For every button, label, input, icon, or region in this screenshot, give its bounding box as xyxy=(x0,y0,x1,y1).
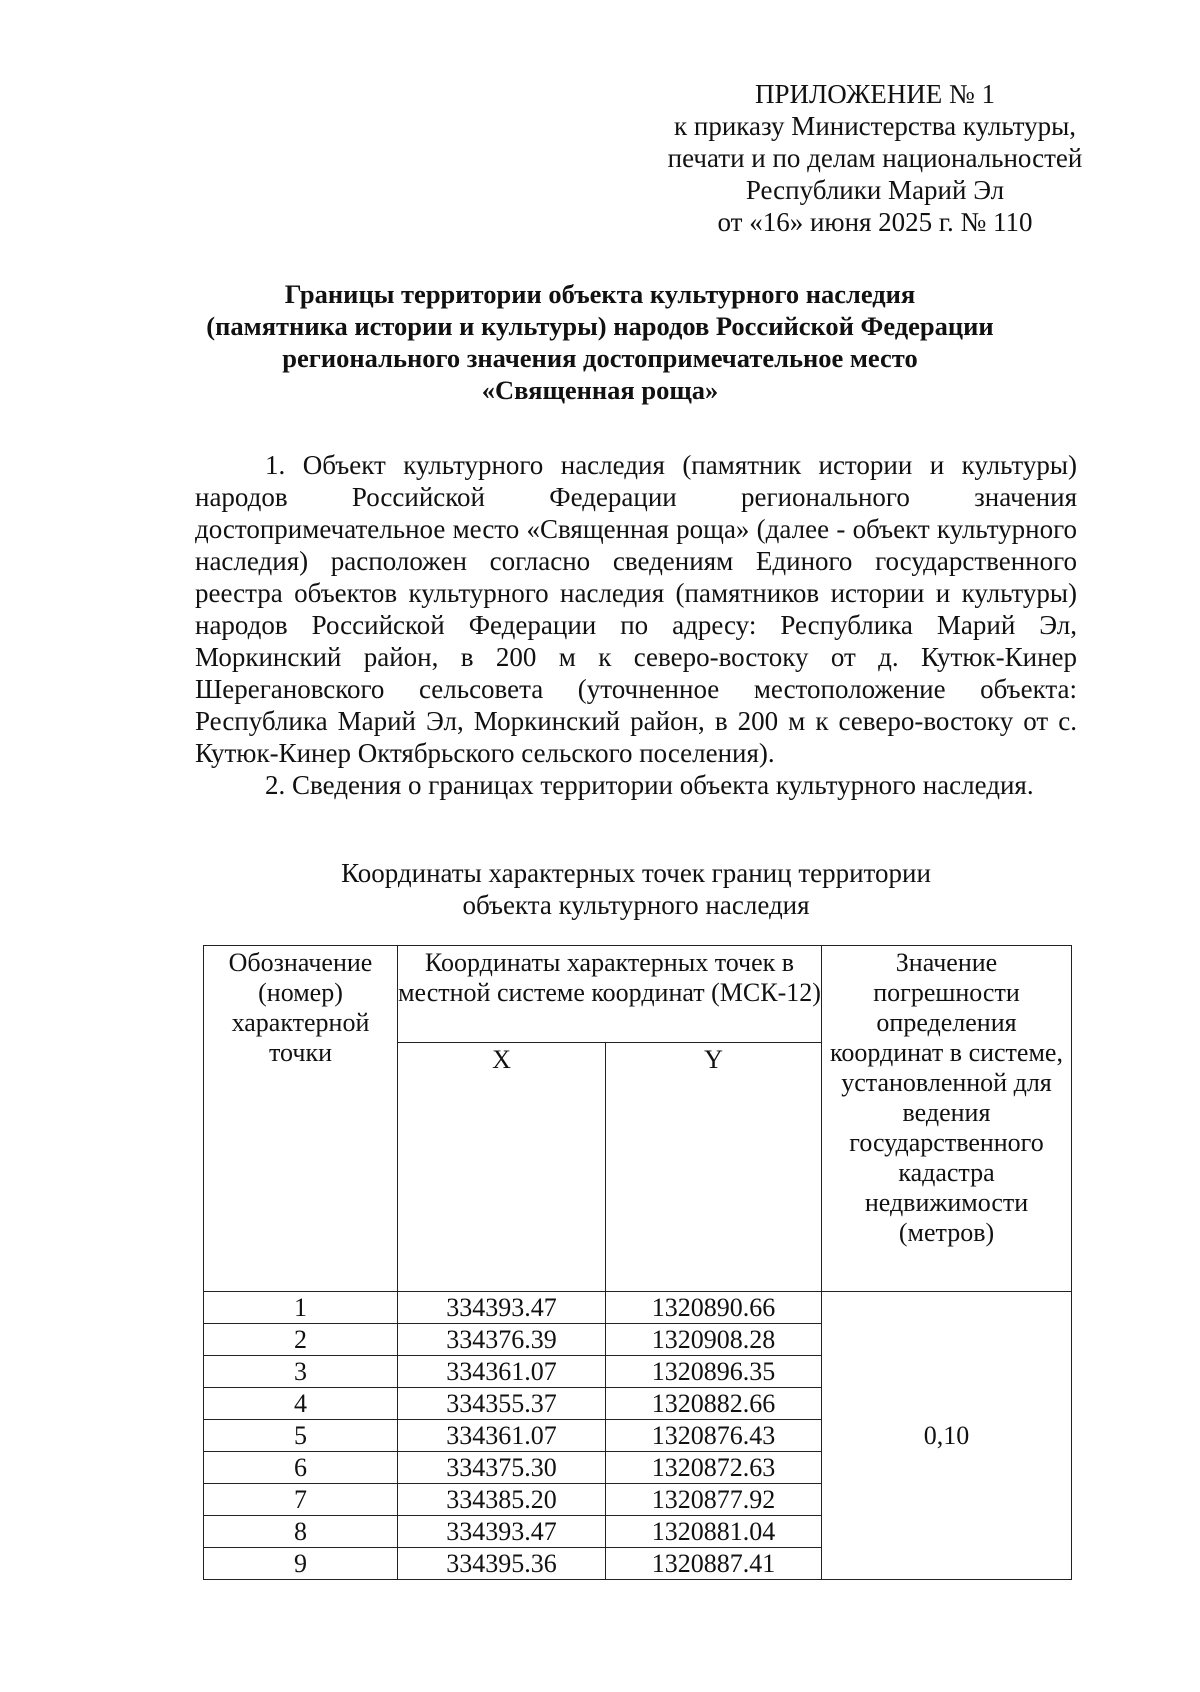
appendix-header xyxy=(640,78,1110,238)
coordinates-table xyxy=(203,945,1072,1580)
coord-y: 1320881.04 xyxy=(606,1516,822,1548)
coord-y: 1320887.41 xyxy=(606,1548,822,1580)
appendix-number: ПРИЛОЖЕНИЕ № 1 xyxy=(754,79,996,109)
coord-x: 334385.20 xyxy=(398,1484,606,1516)
header-coords: Координаты характерных точек в местной системе координат (МСК-12) xyxy=(398,946,822,1043)
document-body xyxy=(195,449,1077,801)
title-line: «Священная роща» xyxy=(481,375,719,405)
coord-x: 334393.47 xyxy=(398,1292,606,1324)
appendix-ref-line: Республики Марий Эл xyxy=(745,175,1005,205)
coord-y: 1320896.35 xyxy=(606,1356,822,1388)
title-line: (памятника истории и культуры) народов Российской Федерации xyxy=(206,311,994,341)
table-caption-line: Координаты характерных точек границ территории xyxy=(341,858,931,888)
table-header-row xyxy=(204,946,1072,1043)
appendix-ref-line: к приказу Министерства культуры, xyxy=(674,111,1076,141)
point-number: 1 xyxy=(204,1292,398,1324)
point-number: 9 xyxy=(204,1548,398,1580)
table-row xyxy=(204,1292,1072,1324)
header-x: X xyxy=(398,1043,606,1292)
coord-x: 334361.07 xyxy=(398,1420,606,1452)
point-number: 2 xyxy=(204,1324,398,1356)
point-number: 6 xyxy=(204,1452,398,1484)
appendix-ref-line: печати и по делам национальностей xyxy=(667,143,1083,173)
paragraph-boundaries: 2. Сведения о границах территории объекта культурного наследия. xyxy=(265,770,1034,800)
header-accuracy: Значение погрешности определения координат в системе, установленной для ведения государственного кадастра недвижимости (метров) xyxy=(822,946,1072,1292)
table-caption xyxy=(195,857,1077,921)
coord-y: 1320876.43 xyxy=(606,1420,822,1452)
appendix-order-date: от «16» июня 2025 г. № 110 xyxy=(717,207,1033,237)
title-line: Границы территории объекта культурного наследия xyxy=(284,279,916,309)
coord-y: 1320882.66 xyxy=(606,1388,822,1420)
accuracy-value: 0,10 xyxy=(822,1292,1072,1580)
point-number: 3 xyxy=(204,1356,398,1388)
point-number: 8 xyxy=(204,1516,398,1548)
coord-x: 334395.36 xyxy=(398,1548,606,1580)
coord-y: 1320872.63 xyxy=(606,1452,822,1484)
paragraph-location: 1. Объект культурного наследия (памятник истории и культуры) народов Российской Федерации регионального значения достопримечательное место «Священная роща» (далее - объект культурного наследия) расположен согласно сведениям Единого государственного реестра объектов культурного наследия (памятников истории и культуры) народов Российской Федерации по адресу: Республика Марий Эл, Моркинский район, в 200 м к северо-востоку от д. Кутюк-Кинер Шерегановского сельсовета (уточненное местоположение объекта: Республика Марий Эл, Моркинский район, в 200 м к северо-востоку от с. Кутюк-Кинер Октябрьского сельского поселения). xyxy=(195,450,1077,768)
header-point: Обозначение (номер) характерной точки xyxy=(204,946,398,1292)
title-line: регионального значения достопримечательное место xyxy=(282,343,918,373)
header-y: Y xyxy=(606,1043,822,1292)
coord-x: 334375.30 xyxy=(398,1452,606,1484)
point-number: 5 xyxy=(204,1420,398,1452)
document-title xyxy=(150,278,1050,406)
coord-y: 1320908.28 xyxy=(606,1324,822,1356)
point-number: 4 xyxy=(204,1388,398,1420)
coord-x: 334393.47 xyxy=(398,1516,606,1548)
coord-x: 334376.39 xyxy=(398,1324,606,1356)
coord-x: 334355.37 xyxy=(398,1388,606,1420)
coord-y: 1320890.66 xyxy=(606,1292,822,1324)
coord-x: 334361.07 xyxy=(398,1356,606,1388)
table-caption-line: объекта культурного наследия xyxy=(462,890,810,920)
point-number: 7 xyxy=(204,1484,398,1516)
coord-y: 1320877.92 xyxy=(606,1484,822,1516)
